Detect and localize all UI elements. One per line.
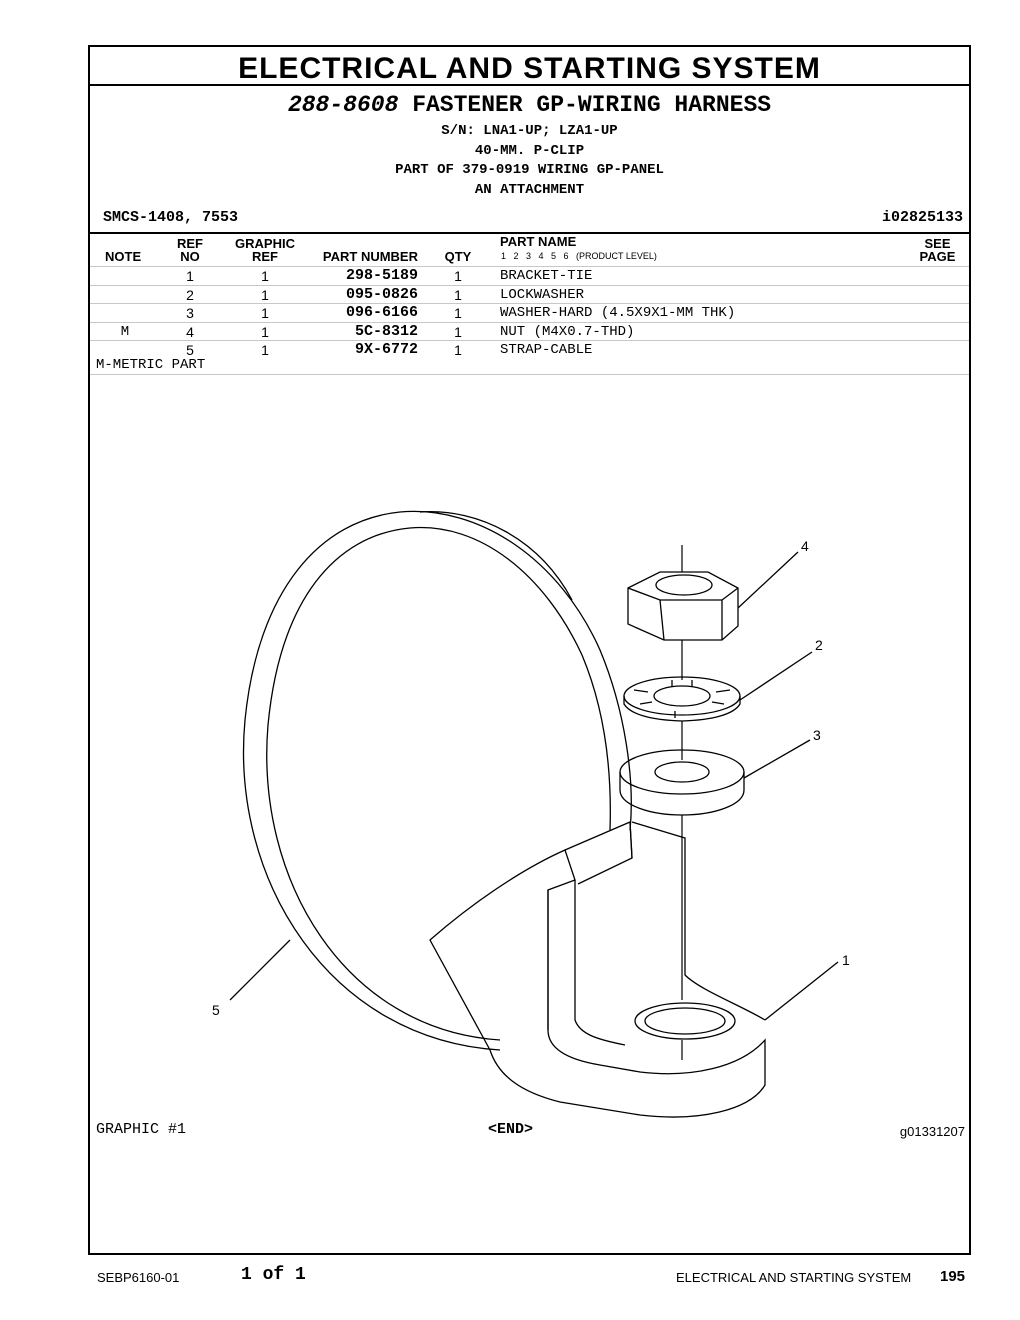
header-product-level: 1 2 3 4 5 6 (PRODUCT LEVEL) <box>501 251 657 261</box>
graphic-image-id: g01331207 <box>899 1124 965 1139</box>
header-see-top: SEE <box>924 236 951 251</box>
footer-page-number: 195 <box>940 1268 966 1285</box>
part-number-cell: 298-5189 <box>345 267 418 284</box>
callout-3: 3 <box>813 727 821 743</box>
smcs-code: SMCS-1408, 7553 <box>103 209 239 226</box>
qty-cell: 1 <box>454 305 462 321</box>
qty-cell: 1 <box>454 342 462 358</box>
footer-page-of: 1 of 1 <box>241 1265 306 1285</box>
group-desc-2: PART OF 379-0919 WIRING GP-PANEL <box>395 162 664 178</box>
tie-bracket <box>430 850 765 1117</box>
footer-section: ELECTRICAL AND STARTING SYSTEM <box>676 1270 912 1285</box>
header-part-number: PART NUMBER <box>322 249 418 264</box>
header-note: NOTE <box>105 249 142 264</box>
lockwasher <box>624 677 740 715</box>
qty-cell: 1 <box>454 268 462 284</box>
group-desc-3: AN ATTACHMENT <box>474 182 585 198</box>
graphic-label: GRAPHIC #1 <box>96 1121 187 1138</box>
ref-no-cell: 3 <box>186 305 194 321</box>
graphic-ref-cell: 1 <box>261 268 269 284</box>
callout-5: 5 <box>212 1002 220 1018</box>
header-part-name: PART NAME <box>500 234 577 249</box>
header-ref-top: REF <box>177 236 203 251</box>
header-graphic-bottom: REF <box>252 249 278 264</box>
ref-no-cell: 5 <box>186 342 194 358</box>
ref-no-cell: 4 <box>186 323 194 340</box>
callout-4: 4 <box>801 538 809 554</box>
serial-range: S/N: LNA1-UP; LZA1-UP <box>441 123 618 139</box>
part-name-cell: BRACKET-TIE <box>500 268 593 284</box>
document-id: i02825133 <box>881 209 963 226</box>
part-name-cell: NUT (M4X0.7-THD) <box>500 323 635 340</box>
header-qty: QTY <box>444 249 472 264</box>
part-number-cell: 9X-6772 <box>354 341 418 358</box>
graphic-ref-cell: 1 <box>261 342 269 358</box>
end-marker: <END> <box>488 1121 534 1138</box>
page-title: ELECTRICAL AND STARTING SYSTEM <box>238 52 821 85</box>
header-graphic-top: GRAPHIC <box>235 236 295 251</box>
qty-cell: 1 <box>454 323 462 340</box>
callout-2: 2 <box>815 637 823 653</box>
group-name: FASTENER GP-WIRING HARNESS <box>412 92 772 118</box>
part-number-cell: 095-0826 <box>345 285 418 303</box>
ref-no-cell: 1 <box>186 268 194 284</box>
header-ref-bottom: NO <box>180 249 200 264</box>
note-cell: M <box>120 323 130 340</box>
header-see-bottom: PAGE <box>919 249 956 264</box>
cable-strap <box>244 511 632 1050</box>
part-name-cell: STRAP-CABLE <box>500 342 593 358</box>
qty-cell: 1 <box>454 286 462 303</box>
part-number-cell: 5C-8312 <box>354 322 418 340</box>
footer-doc-number: SEBP6160-01 <box>97 1270 180 1285</box>
group-number: 288-8608 <box>287 92 399 118</box>
part-number-cell: 096-6166 <box>345 304 418 321</box>
graphic-ref-cell: 1 <box>261 305 269 321</box>
graphic-ref-cell: 1 <box>261 323 269 340</box>
part-name-cell: LOCKWASHER <box>500 286 585 303</box>
graphic-ref-cell: 1 <box>261 286 269 303</box>
group-desc-1: 40-MM. P-CLIP <box>474 143 585 159</box>
ref-no-cell: 2 <box>186 286 194 303</box>
callout-1: 1 <box>842 952 850 968</box>
part-name-cell: WASHER-HARD (4.5X9X1-MM THK) <box>500 305 736 321</box>
metric-footnote: M-METRIC PART <box>96 357 206 373</box>
